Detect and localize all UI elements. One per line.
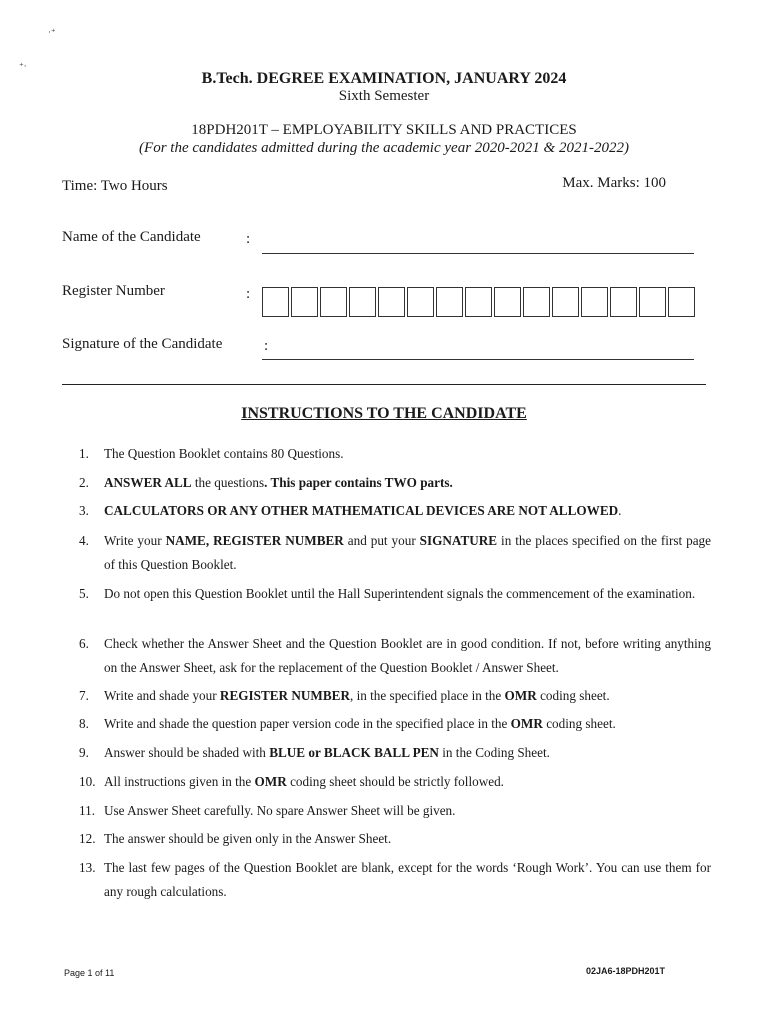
- signature-label: Signature of the Candidate: [62, 336, 223, 352]
- instruction-text: Use Answer Sheet carefully. No spare Answer Sheet will be given.: [104, 803, 456, 818]
- instruction-text: The Question Booklet contains 80 Questions.: [104, 446, 344, 461]
- instruction-number: 8.: [79, 716, 89, 731]
- exam-title: B.Tech. DEGREE EXAMINATION, JANUARY 2024: [201, 70, 567, 87]
- register-digit-box[interactable]: [262, 287, 289, 317]
- section-divider: [62, 384, 706, 385]
- signature-colon: :: [264, 338, 269, 354]
- register-number-label: Register Number: [62, 283, 165, 299]
- register-number-boxes: [262, 287, 697, 317]
- register-digit-box[interactable]: [668, 287, 695, 317]
- instruction-number: 9.: [79, 745, 89, 760]
- instruction-text: ANSWER ALL the questions. This paper contains TWO parts.: [104, 475, 453, 490]
- instruction-text: CALCULATORS OR ANY OTHER MATHEMATICAL DEVICES ARE NOT ALLOWED.: [104, 503, 622, 518]
- register-digit-box[interactable]: [465, 287, 492, 317]
- instruction-number: 6.: [79, 636, 89, 651]
- page-number: Page 1 of 11: [64, 968, 115, 978]
- instruction-number: 7.: [79, 688, 89, 703]
- instruction-number: 3.: [79, 503, 89, 518]
- register-digit-box[interactable]: [349, 287, 376, 317]
- scan-speck: ·⁺: [48, 28, 56, 38]
- exam-duration: Time: Two Hours: [62, 178, 168, 194]
- name-colon: :: [246, 231, 251, 247]
- instruction-number: 13.: [79, 860, 96, 875]
- max-marks: Max. Marks: 100: [562, 175, 666, 191]
- instruction-text: Check whether the Answer Sheet and the Question Booklet are in good condition. If not, before writing anything on the Answer Sheet, ask for the replacement of the Question Booklet / Answer Sheet.: [104, 636, 711, 675]
- candidate-name-field[interactable]: [262, 253, 694, 254]
- register-digit-box[interactable]: [378, 287, 405, 317]
- scan-speck: ⁺·: [19, 62, 27, 72]
- instruction-text: Answer should be shaded with BLUE or BLACK BALL PEN in the Coding Sheet.: [104, 745, 550, 760]
- register-digit-box[interactable]: [407, 287, 434, 317]
- instruction-number: 1.: [79, 446, 89, 461]
- instruction-number: 5.: [79, 586, 89, 601]
- register-digit-box[interactable]: [494, 287, 521, 317]
- instruction-text: All instructions given in the OMR coding sheet should be strictly followed.: [104, 774, 504, 789]
- instruction-number: 10.: [79, 774, 96, 789]
- register-digit-box[interactable]: [320, 287, 347, 317]
- instruction-text: The answer should be given only in the Answer Sheet.: [104, 831, 392, 846]
- register-colon: :: [246, 286, 251, 302]
- instruction-number: 12.: [79, 831, 96, 846]
- instruction-text: Write and shade the question paper version code in the specified place in the OMR coding sheet.: [104, 716, 616, 731]
- admission-note: (For the candidates admitted during the academic year 2020-2021 & 2021-2022): [139, 140, 629, 156]
- register-digit-box[interactable]: [639, 287, 666, 317]
- register-digit-box[interactable]: [436, 287, 463, 317]
- signature-field[interactable]: [262, 359, 694, 360]
- paper-code: 02JA6-18PDH201T: [586, 966, 666, 976]
- semester: Sixth Semester: [338, 88, 430, 104]
- register-digit-box[interactable]: [523, 287, 550, 317]
- course-title: 18PDH201T – EMPLOYABILITY SKILLS AND PRACTICES: [191, 122, 577, 138]
- instruction-number: 4.: [79, 533, 89, 548]
- instruction-text: Write and shade your REGISTER NUMBER, in the specified place in the OMR coding sheet.: [104, 688, 610, 703]
- instructions-heading: INSTRUCTIONS TO THE CANDIDATE: [241, 405, 527, 422]
- instruction-number: 2.: [79, 475, 89, 490]
- instruction-text: Do not open this Question Booklet until the Hall Superintendent signals the commencement of the examination.: [104, 586, 696, 601]
- register-digit-box[interactable]: [291, 287, 318, 317]
- instruction-text: The last few pages of the Question Booklet are blank, except for the words ‘Rough Work’. You can use them for any rough calculations.: [104, 860, 711, 899]
- instruction-text: Write your NAME, REGISTER NUMBER and put your SIGNATURE in the places specified on the first page of this Question Booklet.: [104, 533, 711, 572]
- instruction-number: 11.: [79, 803, 95, 818]
- register-digit-box[interactable]: [610, 287, 637, 317]
- candidate-name-label: Name of the Candidate: [62, 229, 201, 245]
- register-digit-box[interactable]: [552, 287, 579, 317]
- register-digit-box[interactable]: [581, 287, 608, 317]
